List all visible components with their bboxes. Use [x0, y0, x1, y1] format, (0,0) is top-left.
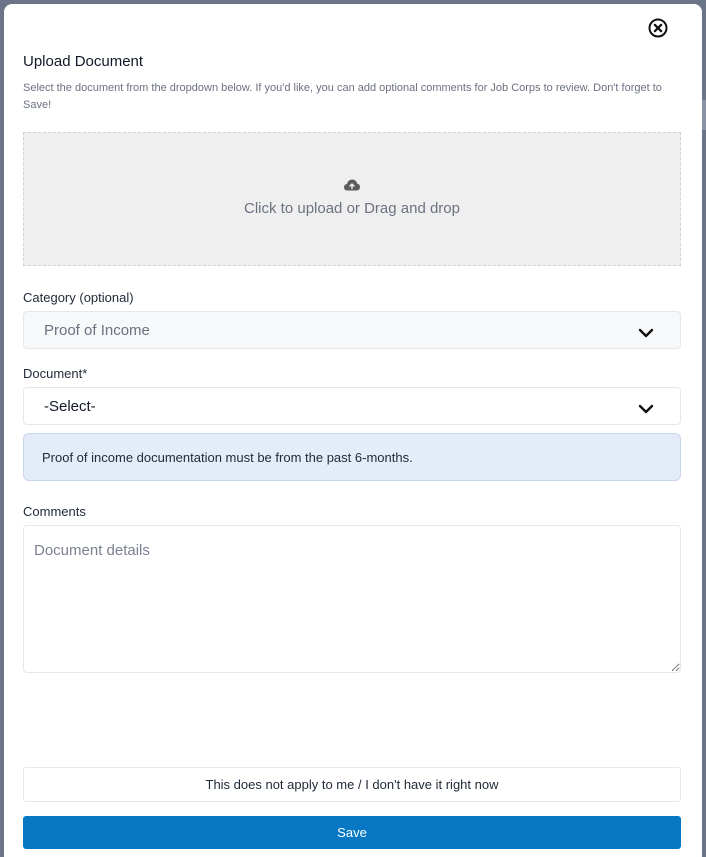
- info-alert: [23, 433, 681, 481]
- category-selected-value: Proof of Income: [44, 322, 150, 339]
- document-select[interactable]: [23, 387, 681, 425]
- cloud-upload-icon: [343, 178, 361, 192]
- comments-textarea[interactable]: [23, 525, 681, 673]
- save-button[interactable]: Save: [23, 816, 681, 849]
- category-select[interactable]: [23, 311, 681, 349]
- upload-document-modal: [4, 4, 702, 857]
- upload-dropzone[interactable]: [23, 132, 681, 266]
- chevron-down-icon: [638, 325, 654, 335]
- comments-label: Comments: [23, 504, 86, 519]
- info-alert-text: Proof of income documentation must be from the past 6-months.: [42, 450, 413, 465]
- close-icon[interactable]: [647, 17, 669, 39]
- modal-subtitle: Select the document from the dropdown below. If you'd like, you can add optional comments for Job Corps to review. Don't forget to Save!: [23, 82, 662, 111]
- document-selected-value: -Select-: [44, 398, 96, 415]
- modal-title: Upload Document: [23, 53, 144, 70]
- upload-instruction: Click to upload or Drag and drop: [244, 200, 460, 217]
- not-applicable-button[interactable]: This does not apply to me / I don't have it right now: [23, 767, 681, 802]
- chevron-down-icon: [638, 401, 654, 411]
- document-label: Document*: [23, 366, 88, 381]
- category-label: Category (optional): [23, 290, 134, 305]
